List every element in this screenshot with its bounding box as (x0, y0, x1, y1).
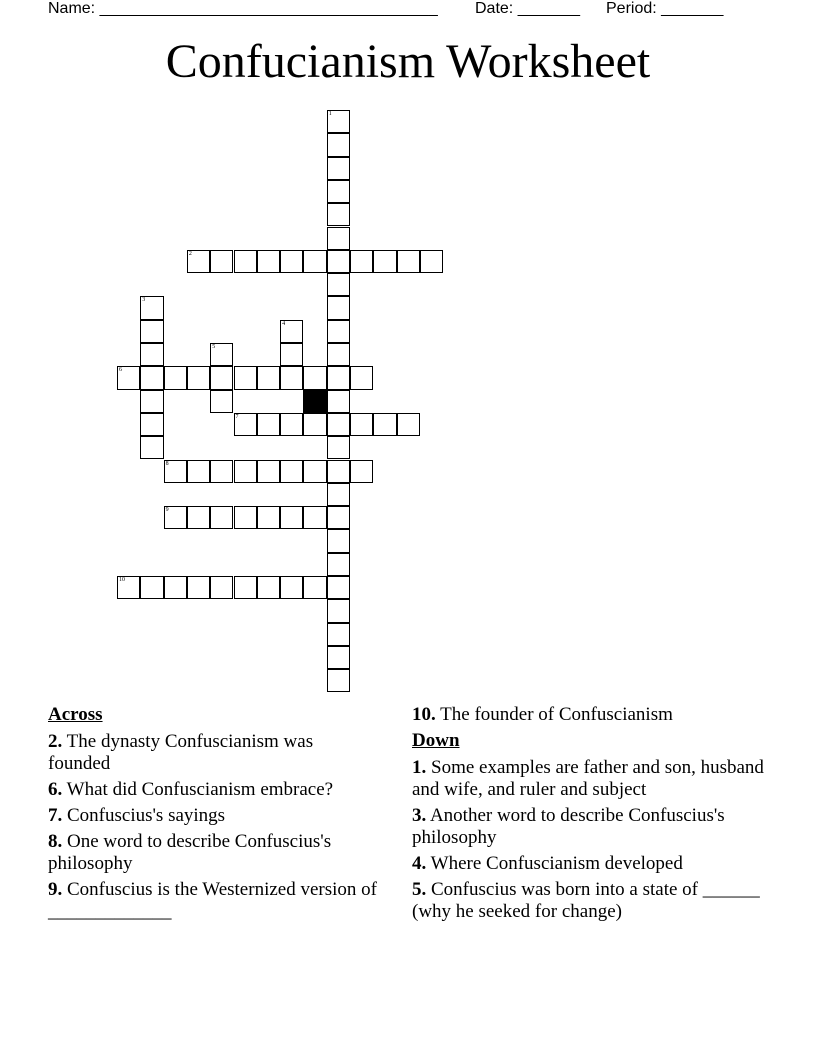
clue-number: 2. (48, 731, 63, 752)
clue-text: One word to describe Confuscius's philosophy (48, 831, 332, 874)
crossword-cell[interactable] (280, 413, 303, 436)
crossword-cell[interactable] (327, 669, 350, 692)
crossword-cell[interactable] (257, 250, 280, 273)
crossword-cell[interactable] (397, 250, 420, 273)
clue-number: 8. (48, 831, 63, 852)
crossword-cell[interactable] (303, 250, 326, 273)
crossword-cell[interactable] (257, 576, 280, 599)
clue-text: Confuscius's sayings (67, 805, 226, 826)
clue-across-6 (48, 779, 378, 801)
crossword-cell[interactable] (164, 506, 187, 529)
crossword-cell[interactable] (327, 250, 350, 273)
crossword-cell[interactable] (327, 460, 350, 483)
crossword-cell[interactable] (164, 366, 187, 389)
crossword-cell[interactable] (327, 599, 350, 622)
crossword-cell[interactable] (210, 366, 233, 389)
crossword-cell[interactable] (234, 250, 257, 273)
crossword-cell[interactable] (327, 227, 350, 250)
clue-text: Confuscius is the Westernized version of _____________ (48, 879, 377, 922)
cell-number: 7 (235, 413, 239, 420)
clue-number: 9. (48, 879, 63, 900)
clue-number: 1. (412, 757, 427, 778)
crossword-cell[interactable] (373, 250, 396, 273)
clue-text: What did Confuscianism embrace? (66, 779, 334, 800)
crossword-cell[interactable] (303, 366, 326, 389)
clue-down-5 (412, 879, 772, 923)
clue-number: 6. (48, 779, 63, 800)
crossword-cell[interactable] (187, 506, 210, 529)
crossword-cell[interactable] (280, 320, 303, 343)
crossword-cell[interactable] (117, 576, 140, 599)
crossword-cell[interactable] (280, 460, 303, 483)
crossword-cell[interactable] (327, 553, 350, 576)
cell-number: 2 (188, 250, 192, 257)
crossword-cell[interactable] (234, 460, 257, 483)
cell-number: 8 (165, 460, 169, 467)
crossword-cell[interactable] (327, 366, 350, 389)
crossword-cell[interactable] (303, 506, 326, 529)
crossword-cell[interactable] (234, 506, 257, 529)
period-field[interactable]: Period: _______ (606, 0, 724, 17)
crossword-cell[interactable] (210, 506, 233, 529)
crossword-cell[interactable] (257, 366, 280, 389)
crossword-cell[interactable] (140, 296, 163, 319)
crossword-cell[interactable] (303, 460, 326, 483)
clue-text: Confuscius was born into a state of ______ (why he seeked for change) (412, 879, 760, 922)
crossword-cell[interactable] (280, 576, 303, 599)
clue-number: 7. (48, 805, 63, 826)
crossword-cell[interactable] (327, 483, 350, 506)
clue-number: 3. (412, 805, 427, 826)
crossword-cell[interactable] (350, 366, 373, 389)
crossword-cell[interactable] (350, 413, 373, 436)
cell-number: 6 (119, 367, 122, 374)
crossword-cell[interactable] (234, 413, 257, 436)
clue-text: The dynasty Confuscianism was founded (48, 731, 314, 774)
crossword-cell[interactable] (397, 413, 420, 436)
crossword-cell[interactable] (327, 273, 350, 296)
down-clues (412, 704, 772, 927)
clue-number: 4. (412, 853, 427, 874)
crossword-cell[interactable] (420, 250, 443, 273)
across-clues (48, 704, 378, 927)
clue-across-7 (48, 805, 378, 827)
worksheet-title: Confucianism Worksheet (165, 35, 651, 88)
clue-text: The founder of Confuscianism (440, 704, 673, 725)
crossword-cell[interactable] (140, 576, 163, 599)
crossword-cell[interactable] (327, 296, 350, 319)
crossword-cell[interactable] (187, 576, 210, 599)
crossword-cell[interactable] (280, 366, 303, 389)
crossword-cell[interactable] (257, 413, 280, 436)
clue-number: 5. (412, 879, 427, 900)
cell-number: 4 (282, 320, 286, 327)
name-field[interactable]: Name: ______________________________________ (48, 0, 438, 17)
crossword-cell[interactable] (210, 576, 233, 599)
crossword-cell[interactable] (164, 576, 187, 599)
crossword-cell[interactable] (257, 506, 280, 529)
cell-number: 9 (165, 507, 169, 514)
crossword-cell[interactable] (140, 436, 163, 459)
black-cell (303, 390, 326, 413)
crossword-cell[interactable] (327, 529, 350, 552)
cell-number: 3 (142, 297, 146, 304)
crossword-cell[interactable] (140, 390, 163, 413)
across-heading: Across (48, 704, 103, 725)
crossword-cell[interactable] (350, 460, 373, 483)
clue-text: Another word to describe Confuscius's philosophy (412, 805, 725, 848)
crossword-cell[interactable] (257, 460, 280, 483)
crossword-cell[interactable] (327, 133, 350, 156)
crossword-cell[interactable] (327, 413, 350, 436)
crossword-cell[interactable] (327, 646, 350, 669)
crossword-cell[interactable] (327, 390, 350, 413)
clue-across-9 (48, 879, 378, 923)
cell-number: 1 (328, 111, 332, 117)
clue-number: 10. (412, 704, 436, 725)
crossword-cell[interactable] (327, 436, 350, 459)
crossword-cell[interactable] (327, 576, 350, 599)
clue-down-1 (412, 757, 772, 801)
crossword-cell[interactable] (373, 413, 396, 436)
crossword-cell[interactable] (327, 320, 350, 343)
crossword-cell[interactable] (327, 180, 350, 203)
crossword-cell[interactable] (280, 343, 303, 366)
crossword-cell[interactable] (280, 250, 303, 273)
crossword-cell[interactable] (303, 576, 326, 599)
crossword-cell[interactable] (210, 343, 233, 366)
clue-text: Some examples are father and son, husband and wife, and ruler and subject (412, 757, 764, 800)
crossword-cell[interactable] (210, 390, 233, 413)
crossword-cell[interactable] (327, 157, 350, 180)
clue-across-10 (412, 704, 772, 726)
clue-down-3 (412, 805, 772, 849)
date-field[interactable]: Date: _______ (475, 0, 580, 17)
crossword-cell[interactable] (117, 366, 140, 389)
crossword-cell[interactable] (140, 320, 163, 343)
crossword-cell[interactable] (210, 460, 233, 483)
crossword-cell[interactable] (210, 250, 233, 273)
down-heading: Down (412, 730, 460, 751)
cell-number: 10 (119, 577, 125, 583)
cell-number: 5 (212, 344, 216, 350)
clue-across-2 (48, 731, 378, 775)
crossword-cell[interactable] (187, 366, 210, 389)
crossword-cell[interactable] (327, 203, 350, 226)
crossword-grid (117, 110, 447, 694)
crossword-cell[interactable] (327, 110, 350, 133)
crossword-cell[interactable] (303, 413, 326, 436)
crossword-cell[interactable] (327, 343, 350, 366)
crossword-cell[interactable] (327, 623, 350, 646)
crossword-cell[interactable] (140, 343, 163, 366)
crossword-cell[interactable] (140, 366, 163, 389)
crossword-cell[interactable] (164, 460, 187, 483)
clue-text: Where Confuscianism developed (430, 853, 683, 874)
crossword-cell[interactable] (234, 576, 257, 599)
crossword-cell[interactable] (327, 506, 350, 529)
crossword-cell[interactable] (140, 413, 163, 436)
crossword-cell[interactable] (350, 250, 373, 273)
crossword-cell[interactable] (234, 366, 257, 389)
clue-down-4 (412, 853, 772, 875)
clue-across-8 (48, 831, 378, 875)
crossword-cell[interactable] (280, 506, 303, 529)
crossword-cell[interactable] (187, 250, 210, 273)
crossword-cell[interactable] (187, 460, 210, 483)
